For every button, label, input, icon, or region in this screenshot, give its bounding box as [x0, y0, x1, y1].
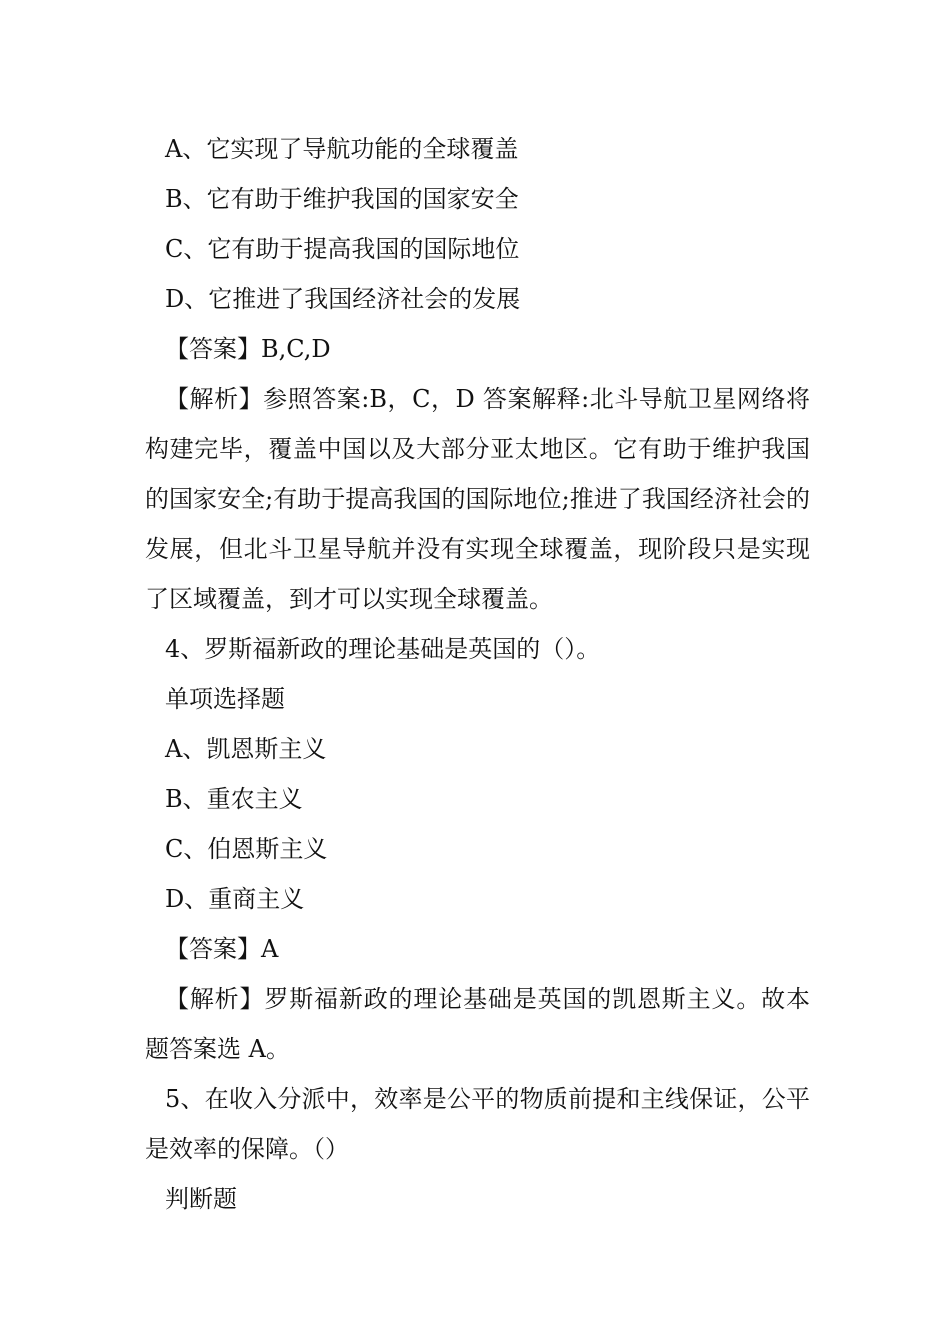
q4-option-d: D、重商主义 [165, 885, 305, 913]
q3-option-b: B、它有助于维护我国的国家安全 [165, 185, 519, 213]
q4-question: 4、罗斯福新政的理论基础是英国的（）。 [165, 635, 601, 663]
q5-type: 判断题 [165, 1185, 237, 1213]
q3-option-c: C、它有助于提高我国的国际地位 [165, 235, 520, 263]
document-content [145, 124, 810, 1224]
q3-option-d: D、它推进了我国经济社会的发展 [165, 285, 521, 313]
q4-option-c: C、伯恩斯主义 [165, 835, 328, 863]
q5-question: 5、在收入分派中，效率是公平的物质前提和主线保证，公平是效率的保障。（） [145, 1085, 810, 1163]
q4-option-a: A、凯恩斯主义 [165, 735, 327, 763]
q3-answer: 【答案】B,C,D [165, 335, 331, 363]
q4-analysis: 【解析】罗斯福新政的理论基础是英国的凯恩斯主义。故本题答案选 A。 [145, 985, 810, 1063]
q4-type: 单项选择题 [165, 685, 285, 713]
q4-option-b: B、重农主义 [165, 785, 303, 813]
q3-option-a: A、它实现了导航功能的全球覆盖 [165, 135, 519, 163]
q4-answer: 【答案】A [165, 935, 279, 963]
q3-analysis: 【解析】参照答案:B，C，D 答案解释:北斗导航卫星网络将构建完毕，覆盖中国以及大部分亚太地区。它有助于维护我国的国家安全;有助于提高我国的国际地位;推进了我国经济社会的发展，但北斗卫星导航并没有实现全球覆盖，现阶段只是实现了区域覆盖，到才可以实现全球覆盖。 [145, 385, 810, 613]
